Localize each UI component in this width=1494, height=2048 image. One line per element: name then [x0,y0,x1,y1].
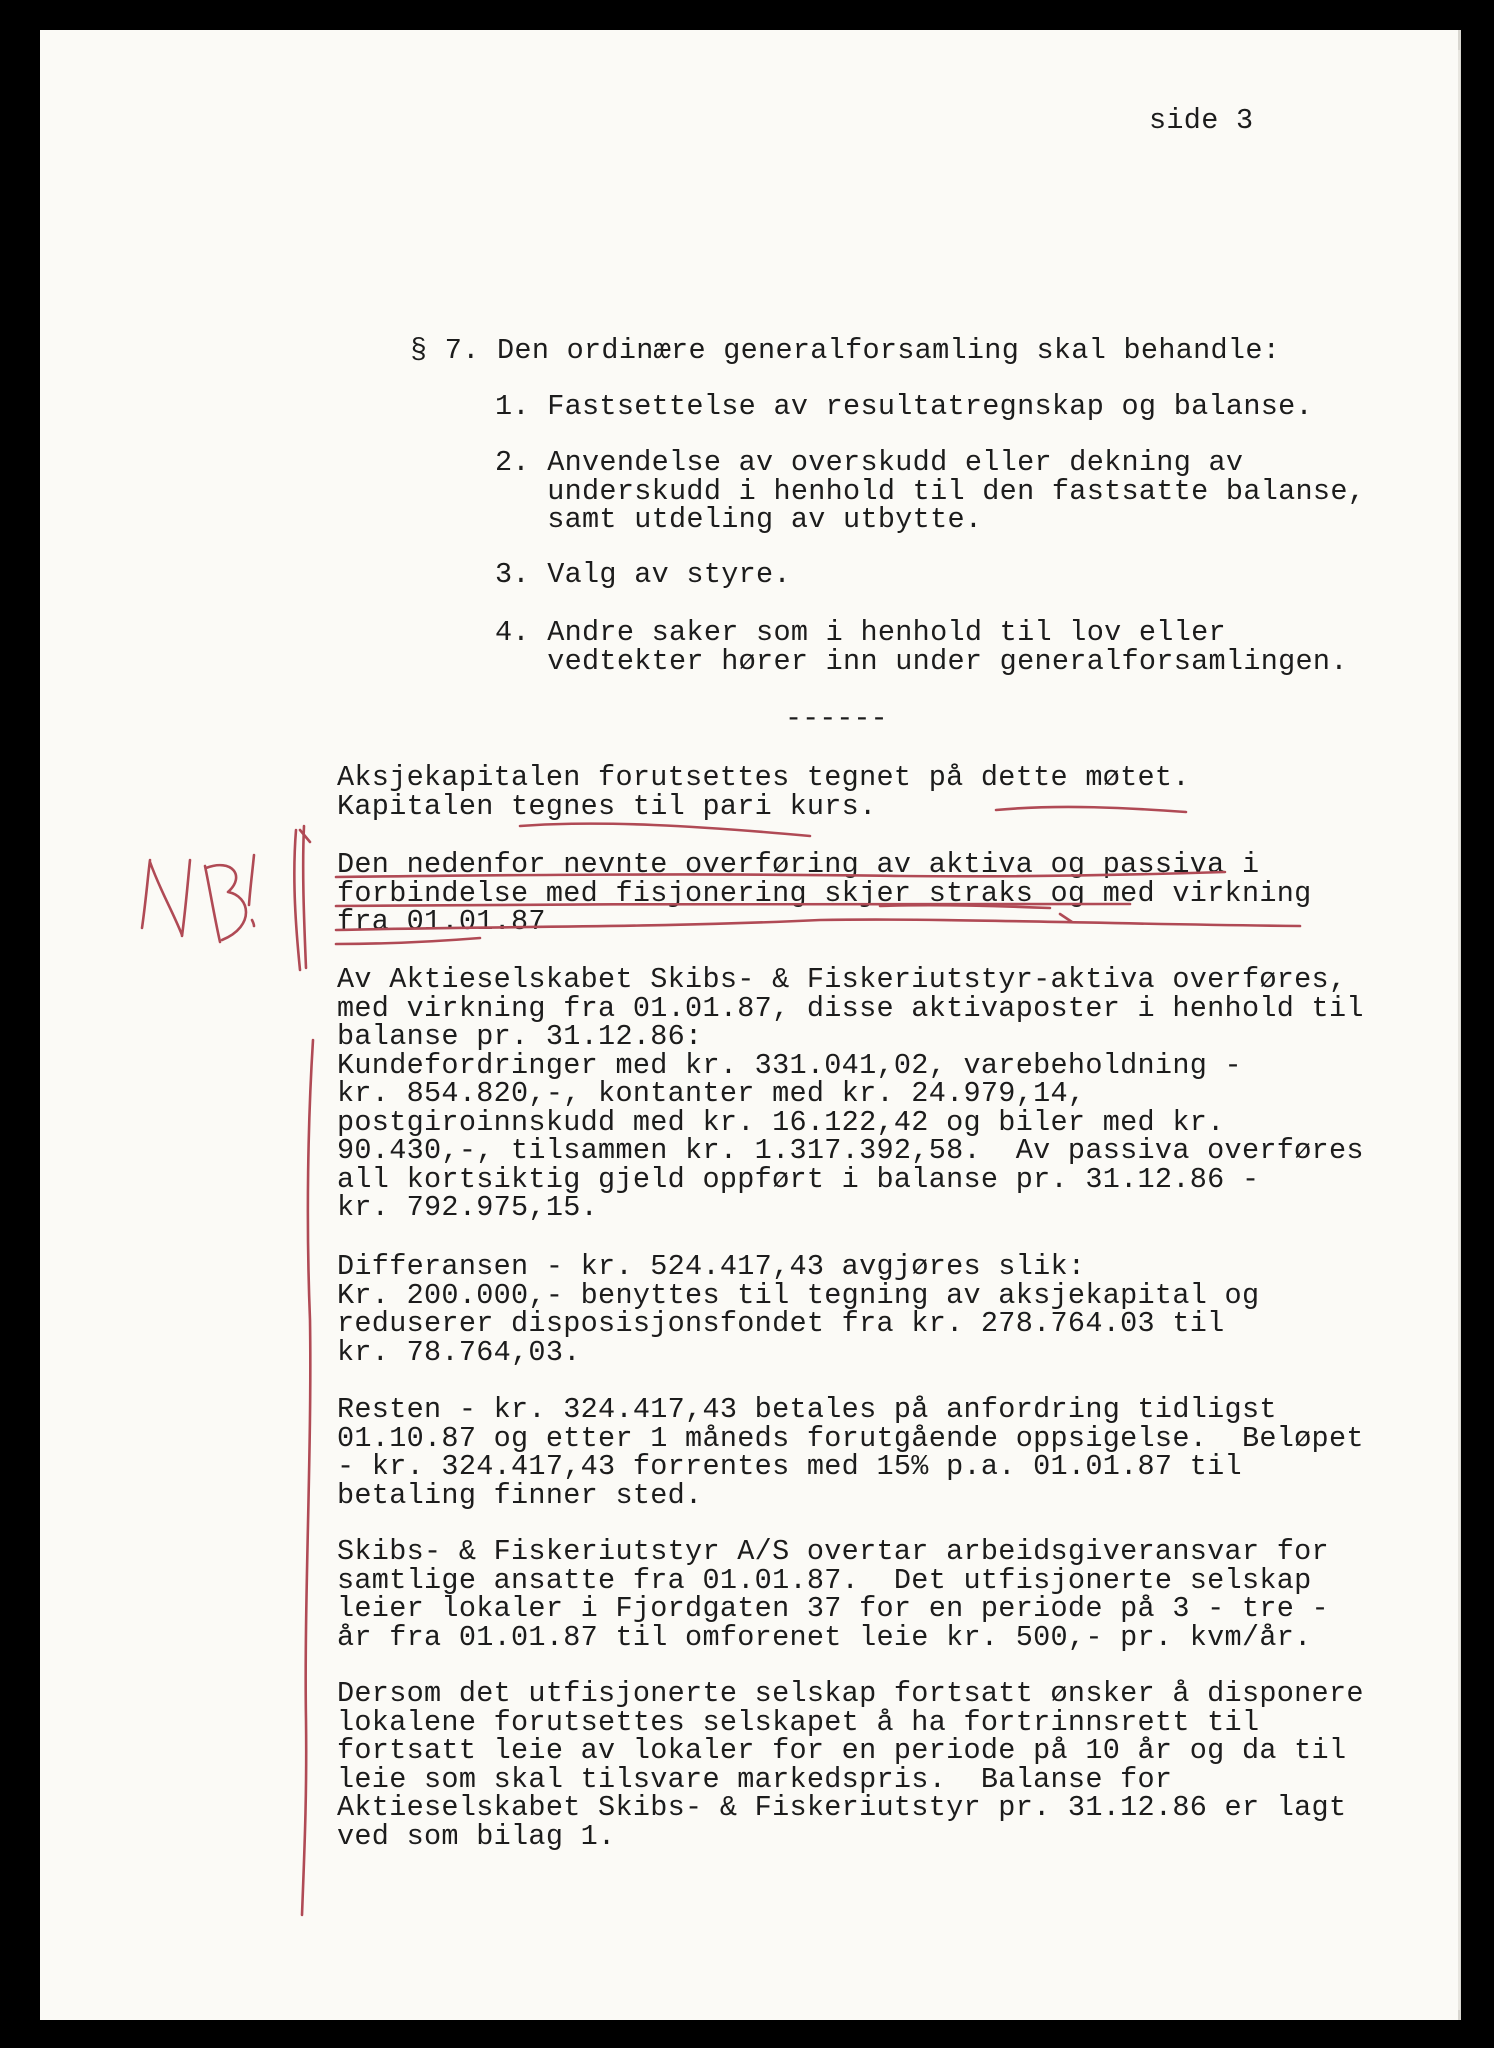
paragraph-assets: Av Aktieselskabet Skibs- & Fiskeriutstyr-aktiva overføres, med virkning fra 01.01.87, disse aktivaposter i henhold til balanse pr. 31.12.86: Kundefordringer med kr. 331.041,02, varebeholdning - kr. 854.820,-, kontanter med kr. 24.979,14, postgiroinnskudd med kr. 16.122,42 og biler med kr. 90.430,-, tilsammen kr. 1.317.392,58. Av passiva overføres all kortsiktig gjeld oppført i balanse pr. 31.12.86 - kr. 792.975,15. [337,963,1364,1224]
paragraph-premises: Dersom det utfisjonerte selskap fortsatt ønsker å disponere lokalene forutsettes selskapet å ha fortrinnsrett til fortsatt leie av lokaler for en periode på 10 år og da til leie som skal tilsvare markedspris. Balanse for Aktieselskabet Skibs- & Fiskeriutstyr pr. 31.12.86 er lagt ved som bilag 1. [337,1677,1364,1853]
margin-line-long [302,1040,313,1915]
page-number: side 3 [1149,104,1254,137]
nb-margin-note [142,855,254,942]
paragraph-capital: Aksjekapitalen forutsettes tegnet på dette møtet. Kapitalen tegnes til pari kurs. [337,761,1190,823]
underline-kurs [996,807,1186,812]
agenda-item-3: 3. Valg av styre. [495,558,791,591]
margin-bar-transfer [294,826,310,970]
paragraph-transfer: Den nedenfor nevnte overføring av aktiva og passiva i forbindelse med fisjonering skjer straks og med virkning fra 01.01.87 [337,848,1312,938]
separator-dashes: ------ [785,702,888,735]
underline-line1 [336,872,1225,877]
paragraph-employees: Skibs- & Fiskeriutstyr A/S overtar arbeidsgiveransvar for samtlige ansatte fra 01.01.87. Det utfisjonerte selskap leier lokaler i Fjordgaten 37 for en periode på 3 - tre - år fra 01.01.87 til omforenet leie kr. 500,- pr. kvm/år. [337,1535,1329,1654]
underline-fra [336,938,480,944]
underline-straks [880,905,1050,908]
agenda-item-1: 1. Fastsettelse av resultatregnskap og balanse. [495,390,1313,423]
paragraph-difference: Differansen - kr. 524.417,43 avgjøres slik: Kr. 200.000,- benyttes til tegning av aksjekapital og reduserer disposisjonsfondet fra kr. 278.764.03 til kr. 78.764,03. [337,1250,1260,1369]
section-heading: § 7. Den ordinære generalforsamling skal behandle: [410,334,1281,367]
agenda-item-2: 2. Anvendelse av overskudd eller dekning av underskudd i henhold til den fastsatte balanse, samt utdeling av utbytte. [495,446,1366,536]
underline-tegnes [520,824,810,836]
paragraph-remainder: Resten - kr. 324.417,43 betales på anfordring tidligst 01.10.87 og etter 1 måneds forutgående oppsigelse. Beløpet - kr. 324.417,43 forrentes med 15% p.a. 01.01.87 til betaling finner sted. [337,1393,1364,1512]
underline-line3 [336,920,1300,930]
agenda-item-4: 4. Andre saker som i henhold til lov eller vedtekter hører inn under generalforsamlingen. [495,616,1348,678]
